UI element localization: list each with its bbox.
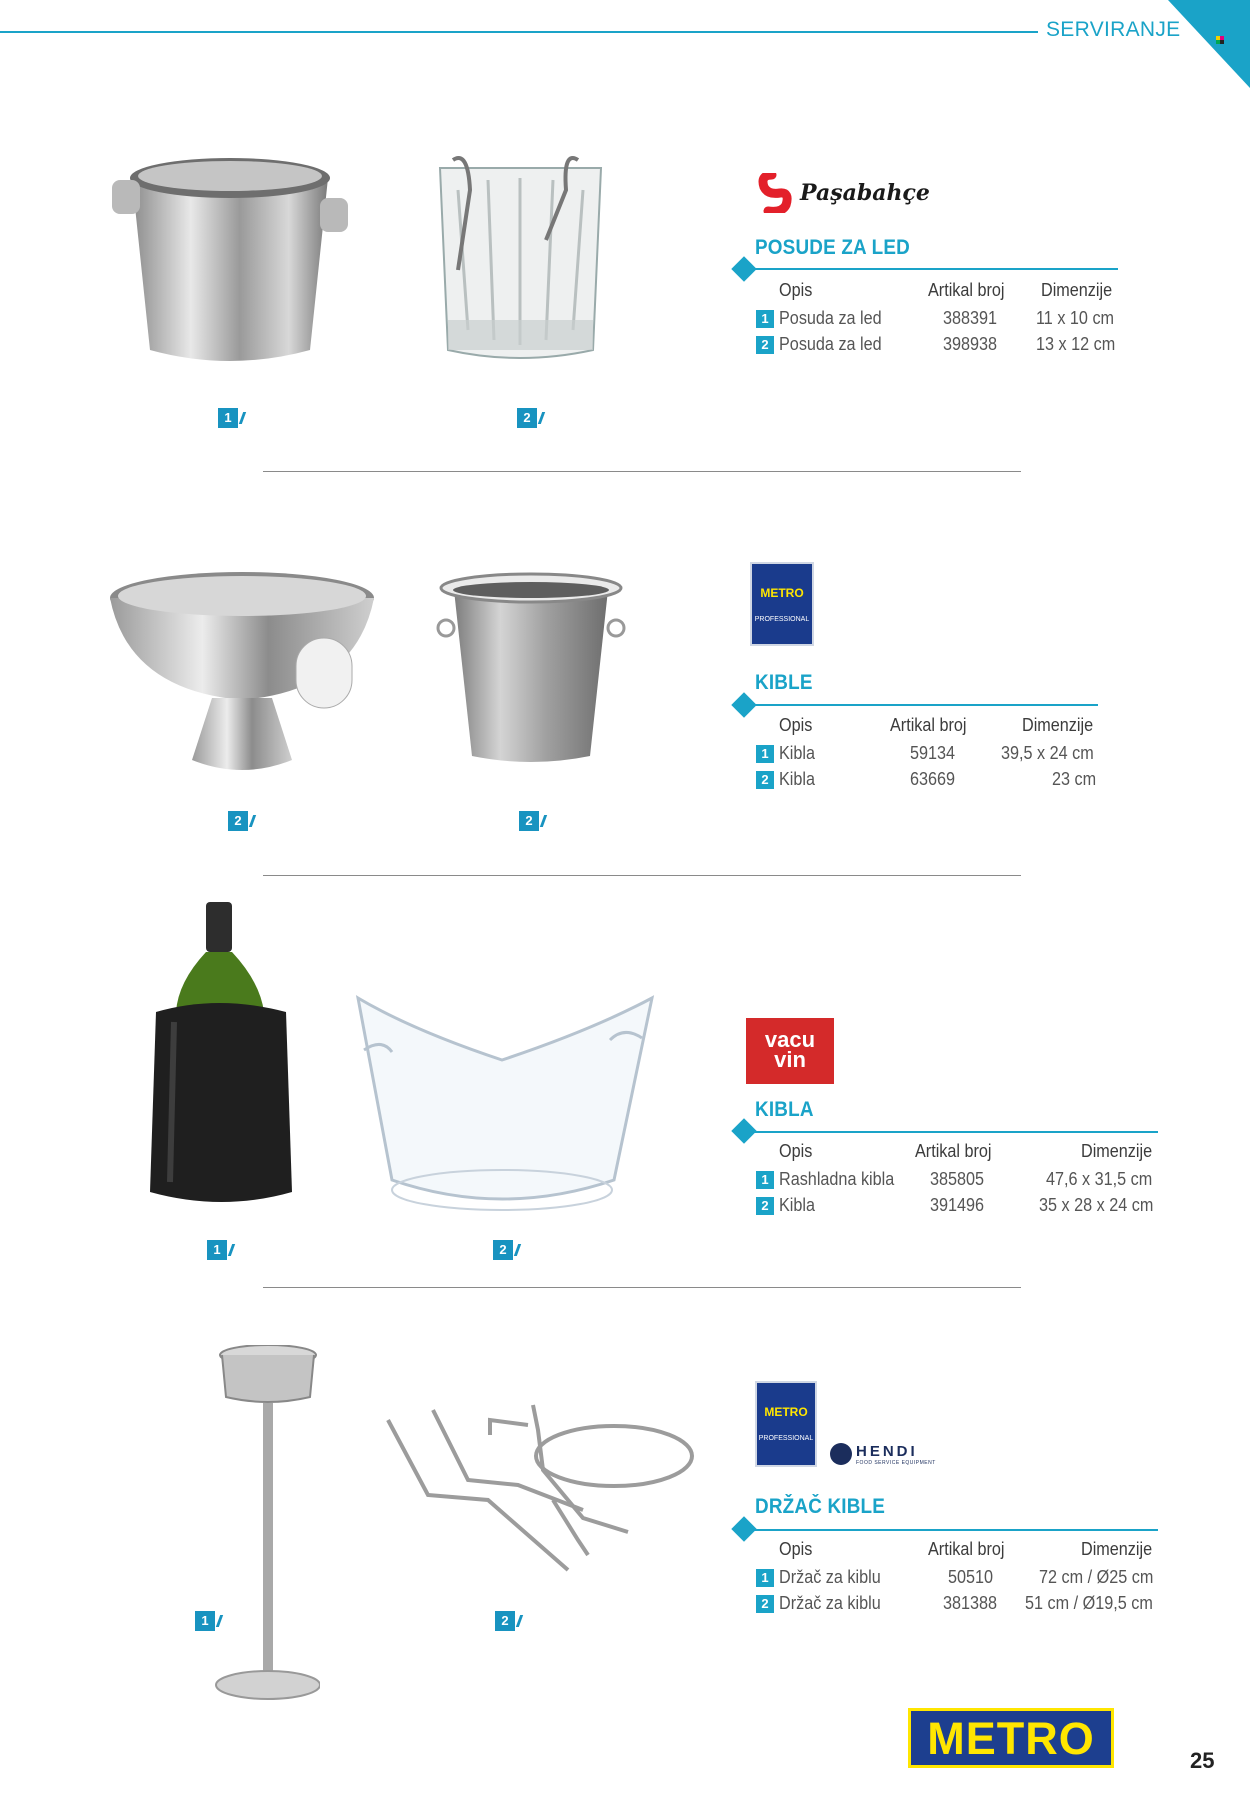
metro-professional-badge [750, 562, 814, 646]
row-desc: Kibla [779, 769, 816, 789]
block1-rule [745, 268, 1118, 270]
col-desc-header: Opis [779, 1141, 813, 1161]
vacuvin-logo-text: vacu vin [764, 1027, 816, 1072]
champagne-bowl-image [108, 570, 376, 775]
ice-bucket-glass-image [428, 150, 613, 375]
image-tag: 1 [195, 1611, 215, 1631]
row-desc: Kibla [779, 1195, 816, 1215]
row-dims: 47,6 x 31,5 cm [1046, 1169, 1153, 1189]
metro-professional-badge [755, 1381, 817, 1467]
col-article-header: Artikal broj [915, 1141, 992, 1161]
row-article: 385805 [930, 1169, 985, 1189]
row-number-badge: 2 [756, 1595, 774, 1613]
block2-title: KIBLE [755, 671, 813, 694]
row-article: 63669 [910, 769, 956, 789]
print-mark-icon [1216, 36, 1224, 44]
pasabahce-logo [758, 173, 940, 213]
block1-title: POSUDE ZA LED [755, 236, 910, 259]
vacuvin-logo [746, 1018, 834, 1084]
badge-name: METRO [760, 586, 804, 600]
row-dims: 35 x 28 x 24 cm [1039, 1195, 1154, 1215]
row-dims: 39,5 x 24 cm [1001, 743, 1094, 763]
header-line [0, 31, 1038, 33]
hendi-logo-text: HENDI [856, 1443, 918, 1460]
row-dims: 51 cm / Ø19,5 cm [1025, 1593, 1153, 1613]
row-dims: 11 x 10 cm [1036, 308, 1115, 328]
section-divider [263, 1287, 1021, 1288]
ice-bucket-steel-image [110, 150, 350, 375]
row-desc: Držač za kiblu [779, 1567, 881, 1587]
col-dims-header: Dimenzije [1081, 1141, 1153, 1161]
row-number-badge: 1 [756, 1171, 774, 1189]
section-title: SERVIRANJE [1046, 18, 1181, 41]
col-article-header: Artikal broj [928, 1539, 1005, 1559]
row-desc: Rashladna kibla [779, 1169, 895, 1189]
block2-rule [745, 704, 1098, 706]
row-article: 59134 [910, 743, 956, 763]
col-desc-header: Opis [779, 1539, 813, 1559]
bucket-stand-tall-image [210, 1345, 320, 1710]
row-article: 391496 [930, 1195, 985, 1215]
section-divider [263, 471, 1021, 472]
row-number-badge: 1 [756, 745, 774, 763]
row-article: 388391 [943, 308, 998, 328]
badge-sub: PROFESSIONAL [758, 1435, 814, 1442]
row-article: 398938 [943, 334, 998, 354]
row-number-badge: 1 [756, 310, 774, 328]
block4-rule [745, 1529, 1158, 1531]
row-dims: 23 cm [1052, 769, 1097, 789]
col-dims-header: Dimenzije [1041, 280, 1113, 300]
image-tag: 2 [517, 408, 537, 428]
col-article-header: Artikal broj [928, 280, 1005, 300]
row-dims: 13 x 12 cm [1036, 334, 1116, 354]
bucket-brushed-image [436, 570, 626, 768]
bucket-stand-rack-image [378, 1400, 696, 1572]
badge-name: METRO [764, 1405, 808, 1419]
image-tag: 2 [228, 811, 248, 831]
row-number-badge: 1 [756, 1569, 774, 1587]
page-number: 25 [1190, 1748, 1215, 1773]
block4-title: DRŽAČ KIBLE [755, 1495, 886, 1518]
row-desc: Držač za kiblu [779, 1593, 881, 1613]
block3-title: KIBLA [755, 1098, 814, 1121]
col-article-header: Artikal broj [890, 715, 967, 735]
row-number-badge: 2 [756, 771, 774, 789]
metro-logo: METRO [908, 1708, 1114, 1768]
image-tag: 2 [519, 811, 539, 831]
row-article: 381388 [943, 1593, 998, 1613]
row-desc: Kibla [779, 743, 816, 763]
col-desc-header: Opis [779, 715, 813, 735]
block3-rule [745, 1131, 1158, 1133]
image-tag: 1 [218, 408, 238, 428]
acrylic-bucket-image [352, 990, 660, 1220]
col-dims-header: Dimenzije [1081, 1539, 1153, 1559]
hendi-logo [830, 1443, 940, 1467]
wine-cooler-image [148, 902, 293, 1207]
row-number-badge: 2 [756, 1197, 774, 1215]
image-tag: 1 [207, 1240, 227, 1260]
image-tag: 2 [493, 1240, 513, 1260]
svg-text:Paşabahçe: Paşabahçe [800, 180, 930, 206]
row-desc: Posuda za led [779, 308, 882, 328]
col-dims-header: Dimenzije [1022, 715, 1094, 735]
section-divider [263, 875, 1021, 876]
row-article: 50510 [948, 1567, 994, 1587]
hendi-logo-mark [830, 1443, 852, 1465]
corner-triangle [1168, 0, 1250, 88]
row-dims: 72 cm / Ø25 cm [1039, 1567, 1154, 1587]
row-desc: Posuda za led [779, 334, 882, 354]
col-desc-header: Opis [779, 280, 813, 300]
row-number-badge: 2 [756, 336, 774, 354]
badge-sub: PROFESSIONAL [754, 616, 810, 623]
image-tag: 2 [495, 1611, 515, 1631]
hendi-logo-sub: FOOD SERVICE EQUIPMENT [856, 1460, 936, 1466]
